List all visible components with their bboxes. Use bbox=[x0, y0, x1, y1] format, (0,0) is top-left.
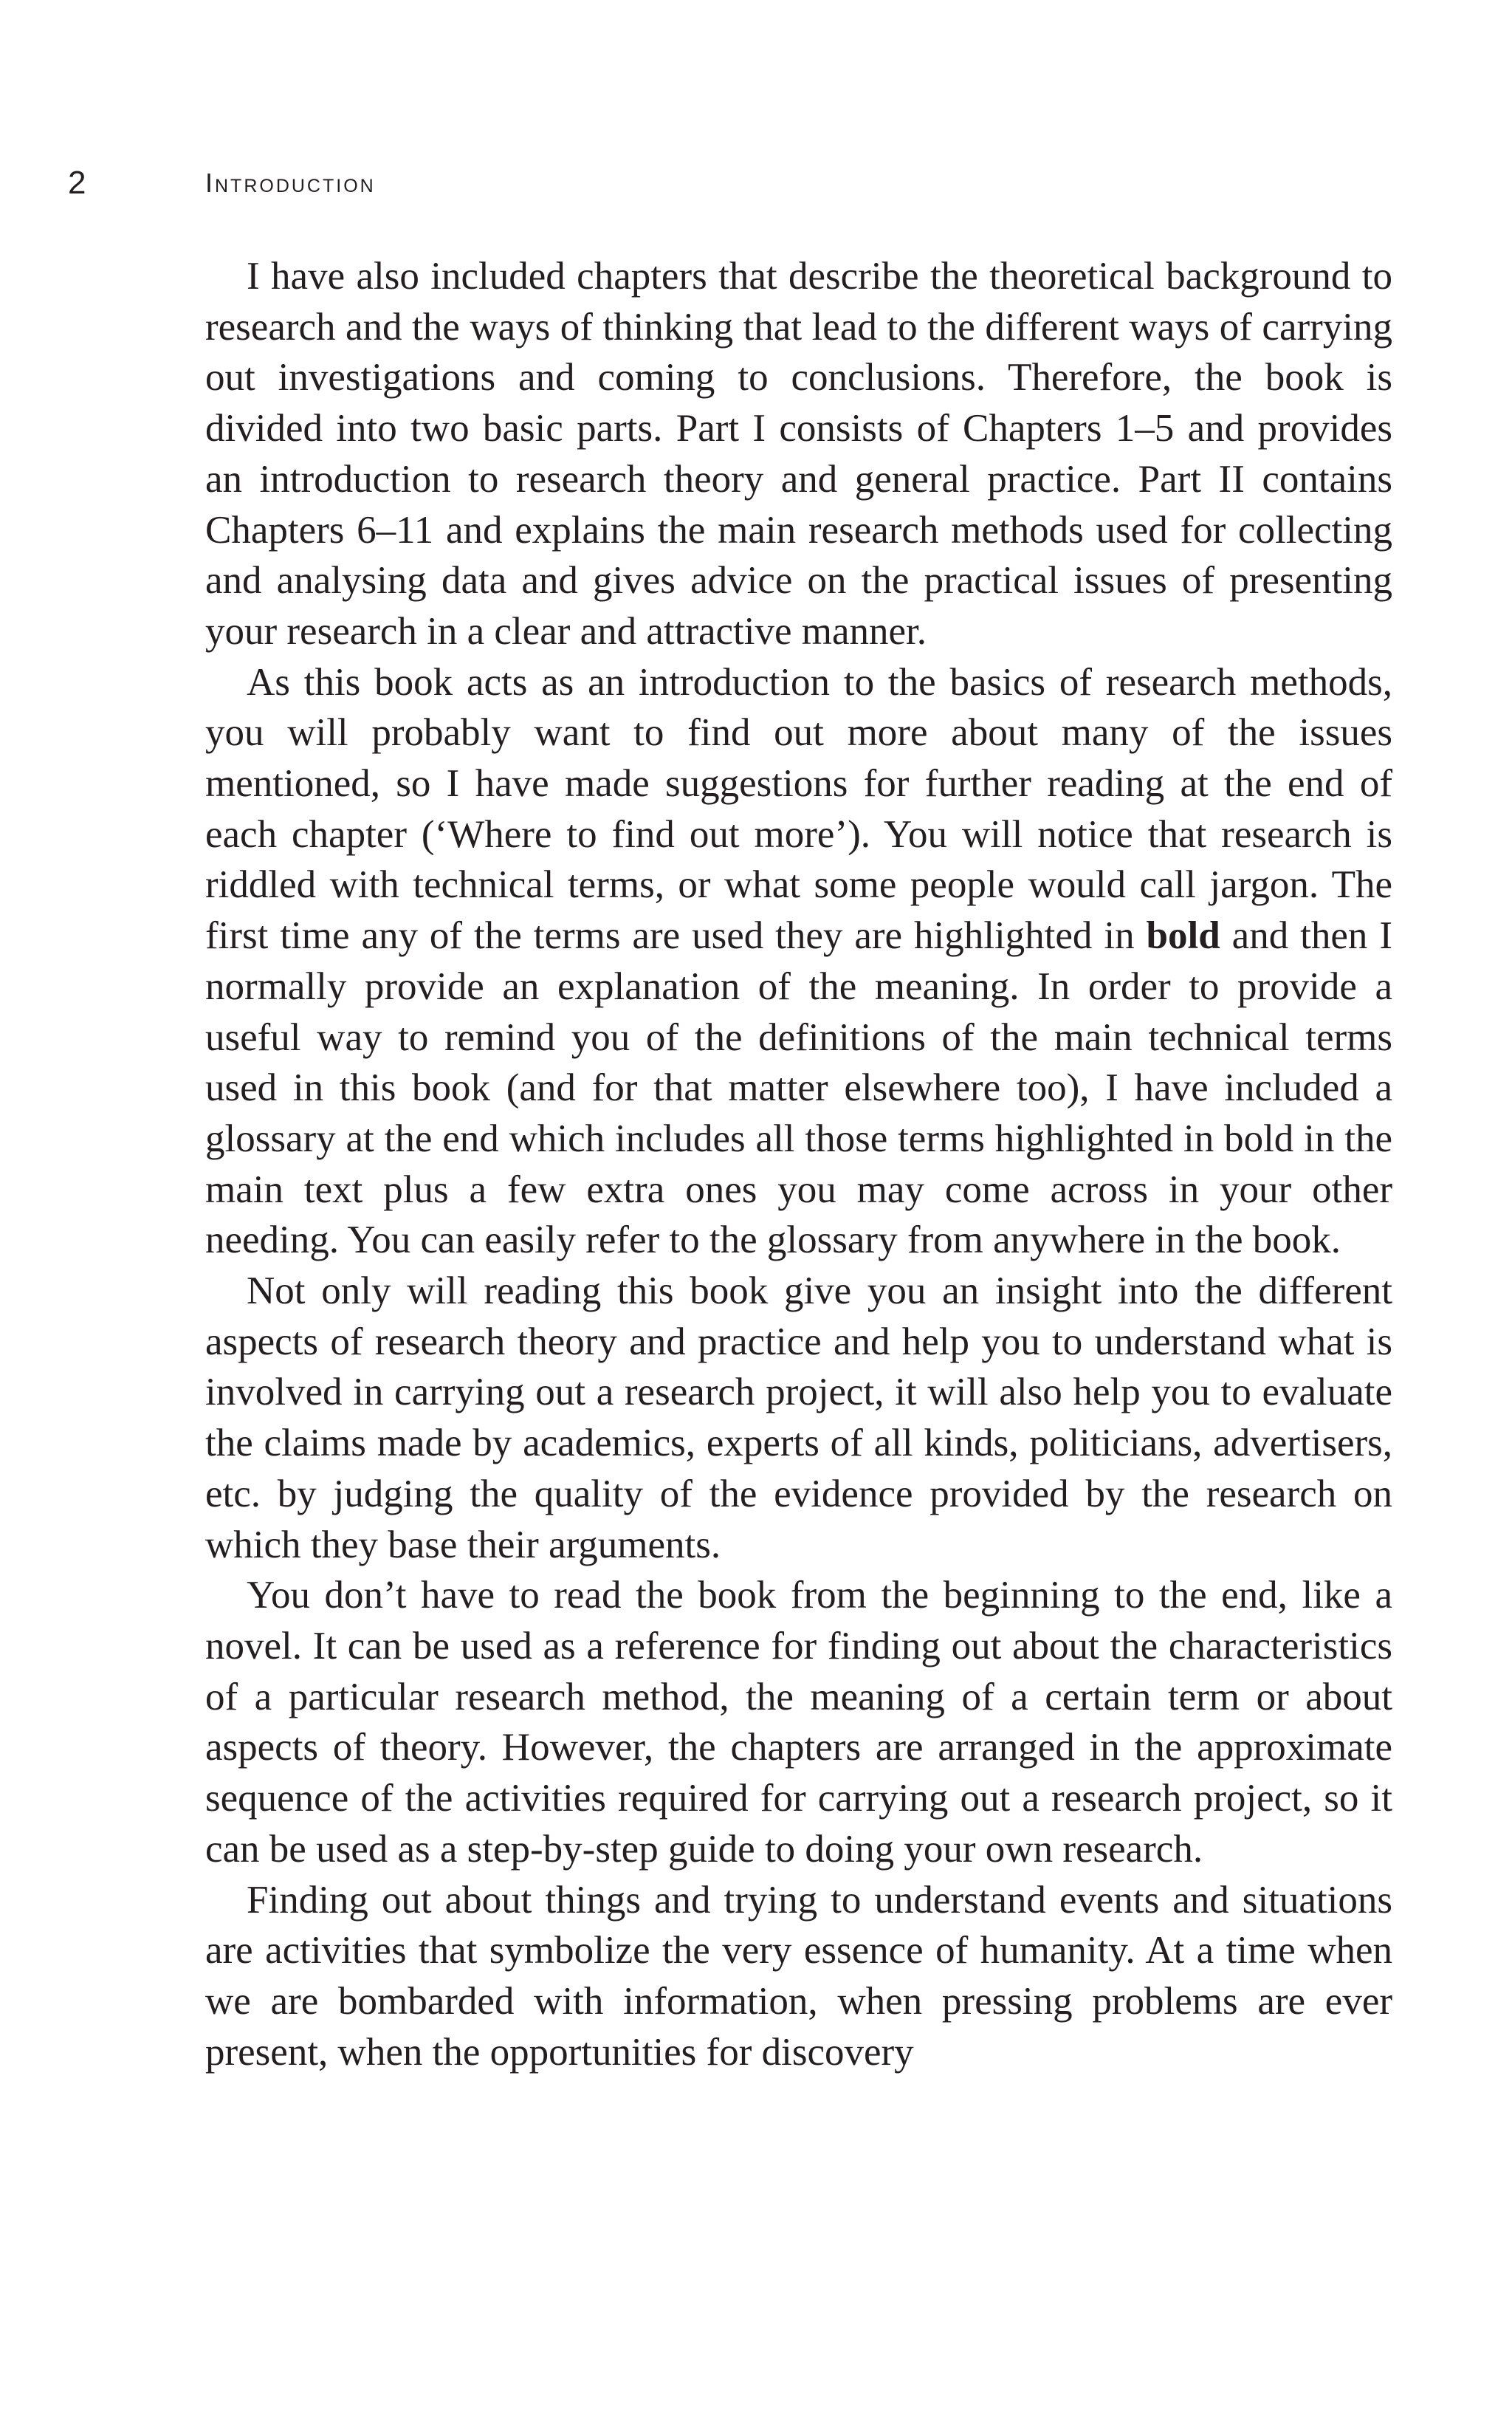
paragraph-2-text-before: As this book acts as an introduction to the basics of research methods, you will probably want to find out more about many of the issues mentioned, so I have made suggestions for further reading at the end of each chapter (‘Where to find out more’). You will notice that research is riddled with technical terms, or what some people would call jargon. The first time any of the terms are used they are highlighted in bbox=[205, 660, 1392, 958]
page-number: 2 bbox=[68, 165, 86, 201]
body-text bbox=[205, 251, 1392, 2077]
bold-term: bold bbox=[1146, 914, 1220, 958]
running-head bbox=[0, 161, 1512, 205]
paragraph-3: Not only will reading this book give you an insight into the different aspects of research theory and practice and help you to understand what is involved in carrying out a research project, it will also help you to evaluate the claims made by academics, experts of all kinds, politicians, advertisers, etc. by judging the quality of the evidence provided by the research on which they base their arguments. bbox=[205, 1269, 1392, 1566]
paragraph-2-text-after: and then I normally provide an explanation of the meaning. In order to provide a useful way to remind you of the definitions of the main technical terms used in this book (and for that matter elsewhere too), I have included a glossary at the end which includes all those terms highlighted in bold in the main text plus a few extra ones you may come across in your other needing. You can easily refer to the glossary from anywhere in the book. bbox=[205, 914, 1392, 1262]
paragraph-2 bbox=[205, 657, 1392, 1266]
running-title: Introduction bbox=[205, 168, 376, 198]
paragraph-5: Finding out about things and trying to understand events and situations are activities that symbolize the very essence of humanity. At a time when we are bombarded with information, when pressing problems are ever present, when the opportunities for discovery bbox=[205, 1878, 1392, 2074]
paragraph-4: You don’t have to read the book from the beginning to the end, like a novel. It can be used as a reference for finding out about the characteristics of a particular research method, the meaning of a certain term or about aspects of theory. However, the chapters are arranged in the approximate sequence of the activities required for carrying out a research project, so it can be used as a step-by-step guide to doing your own research. bbox=[205, 1574, 1392, 1871]
paragraph-1: I have also included chapters that describe the theoretical background to research and the ways of thinking that lead to the different ways of carrying out investigations and coming to conclusions. Therefore, the book is divided into two basic parts. Part I consists of Chapters 1–5 and provides an introduction to research theory and general practice. Part II contains Chapters 6–11 and explains the main research methods used for collecting and analysing data and gives advice on the practical issues of presenting your research in a clear and attractive manner. bbox=[205, 255, 1392, 653]
